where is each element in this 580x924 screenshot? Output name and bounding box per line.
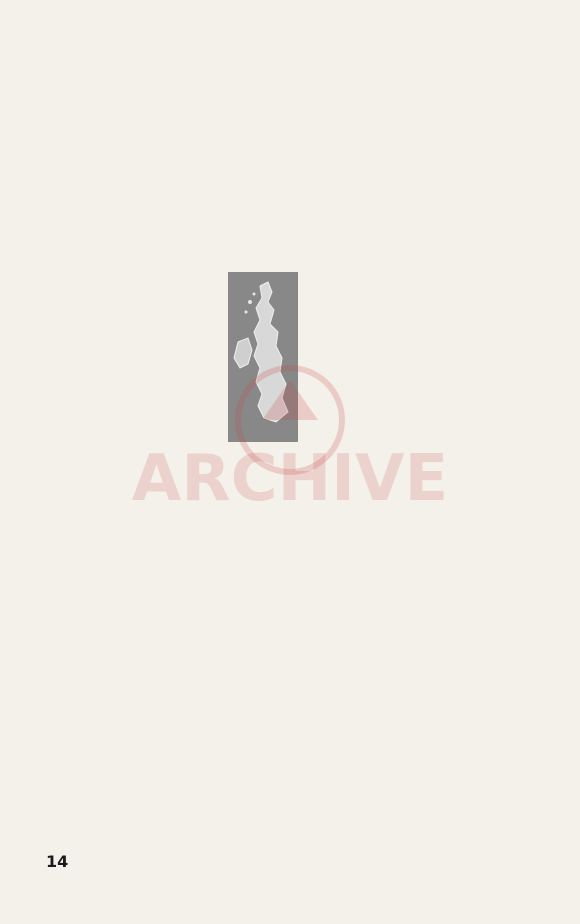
british-isles-map-image [228, 272, 298, 442]
watermark-text: ARCHIVE [131, 442, 449, 516]
article-column-left-bottom [44, 444, 282, 816]
map-photo [228, 272, 298, 442]
article-column-left-top [44, 120, 282, 270]
page-number: 14 [46, 852, 69, 871]
article-column-right [300, 80, 532, 840]
